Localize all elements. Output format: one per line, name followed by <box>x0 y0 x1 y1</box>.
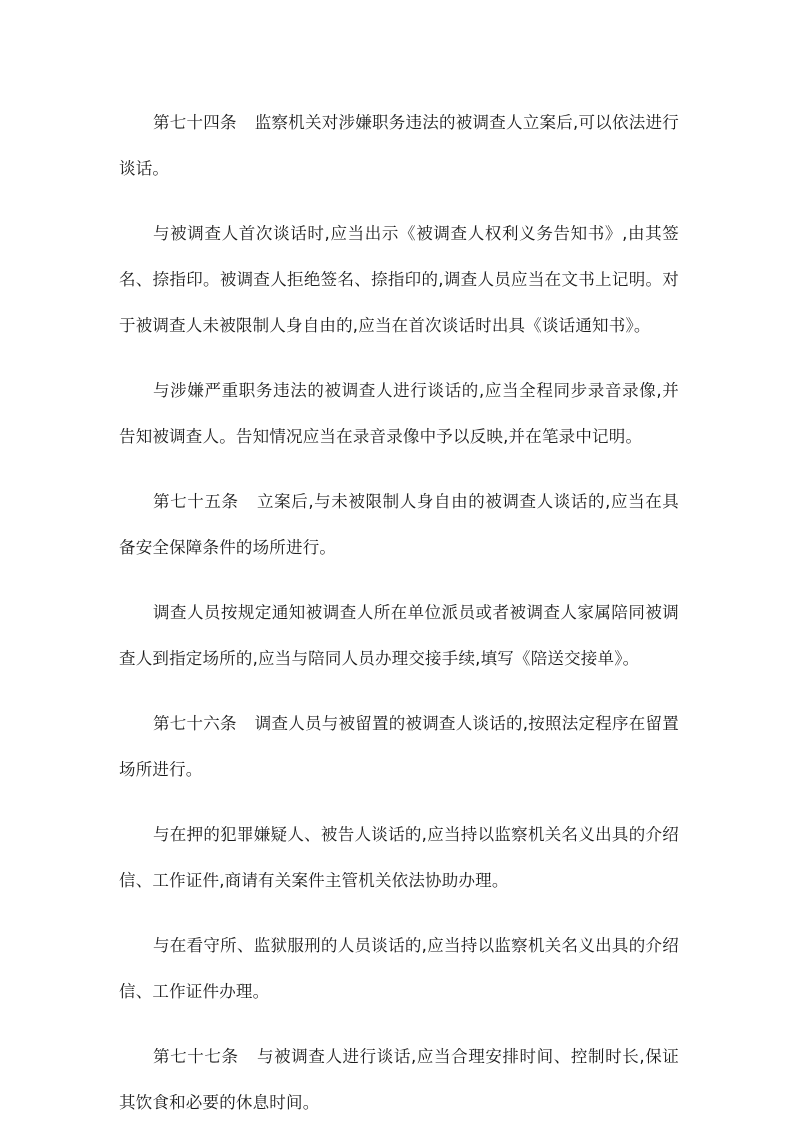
article-77-text: 与被调查人进行谈话,应当合理安排时间、控制时长,保证其饮食和必要的休息时间。 <box>119 1047 680 1112</box>
article-75-paragraph <box>119 479 679 571</box>
article-74-label: 第七十四条 <box>153 113 237 132</box>
article-75-text: 立案后,与未被限制人身自由的被调查人谈话的,应当在具备安全保障条件的场所进行。 <box>119 492 680 557</box>
article-76-paragraph <box>119 701 679 793</box>
article-77-paragraph <box>119 1034 679 1126</box>
recording-paragraph <box>119 368 679 460</box>
article-74-paragraph <box>119 100 679 192</box>
detainee-interview-paragraph <box>119 812 679 904</box>
article-74-text: 监察机关对涉嫌职务违法的被调查人立案后,可以依法进行谈话。 <box>119 113 679 178</box>
first-interview-text: 与被调查人首次谈话时,应当出示《被调查人权利义务告知书》,由其签名、捺指印。被调查人拒绝签名、捺指印的,调查人员应当在文书上记明。对于被调查人未被限制人身自由的,应当在首次谈话时出具《谈话通知书》。 <box>119 224 679 335</box>
article-76-text: 调查人员与被留置的被调查人谈话的,按照法定程序在留置场所进行。 <box>119 714 679 779</box>
article-75-label: 第七十五条 <box>153 492 239 511</box>
prison-interview-text: 与在看守所、监狱服刑的人员谈话的,应当持以监察机关名义出具的介绍信、工作证件办理。 <box>119 936 679 1001</box>
escort-handover-text: 调查人员按规定通知被调查人所在单位派员或者被调查人家属陪同被调查人到指定场所的,应当与陪同人员办理交接手续,填写《陪送交接单》。 <box>119 603 679 668</box>
prison-interview-paragraph <box>119 923 679 1015</box>
recording-text: 与涉嫌严重职务违法的被调查人进行谈话的,应当全程同步录音录像,并告知被调查人。告知情况应当在录音录像中予以反映,并在笔录中记明。 <box>119 381 679 446</box>
document-body <box>119 100 679 1145</box>
detainee-interview-text: 与在押的犯罪嫌疑人、被告人谈话的,应当持以监察机关名义出具的介绍信、工作证件,商请有关案件主管机关依法协助办理。 <box>119 825 679 890</box>
escort-handover-paragraph <box>119 590 679 682</box>
article-76-label: 第七十六条 <box>153 714 237 733</box>
article-77-label: 第七十七条 <box>153 1047 239 1066</box>
first-interview-paragraph <box>119 211 679 349</box>
